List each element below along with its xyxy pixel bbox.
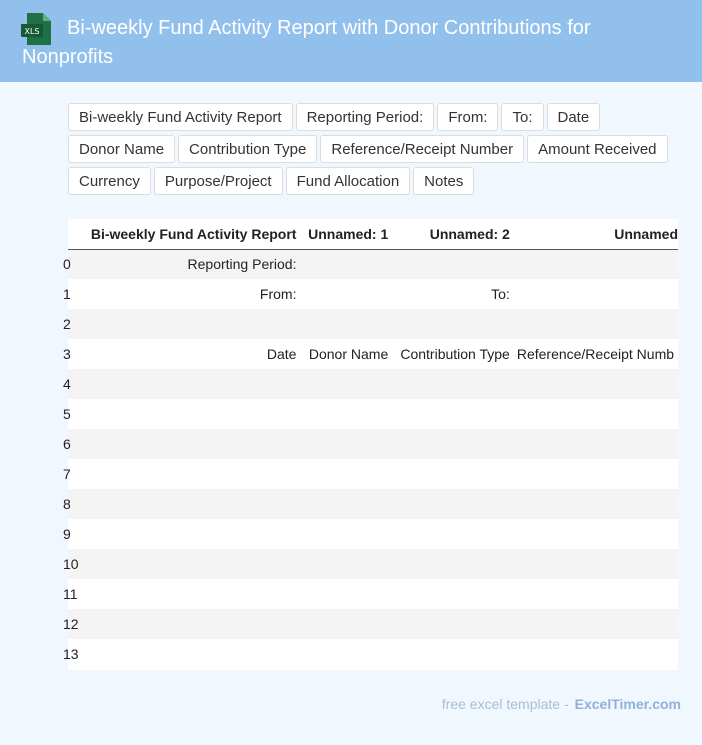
- table-cell: [510, 519, 678, 549]
- row-index: 3: [63, 346, 71, 362]
- table-cell: [510, 489, 678, 519]
- table-row: [68, 309, 678, 339]
- column-header: Bi-weekly Fund Activity Report: [80, 219, 297, 249]
- table-row: [68, 369, 678, 399]
- row-index: 0: [68, 249, 80, 279]
- table-cell: [510, 369, 678, 399]
- table-cell: [296, 519, 388, 549]
- table-cell: Donor Name: [308, 346, 389, 362]
- row-index: 10: [68, 549, 80, 579]
- table-row: [68, 339, 678, 369]
- table-row: [68, 489, 678, 519]
- table-cell: [80, 489, 297, 519]
- footer-brand-link[interactable]: ExcelTimer.com: [574, 696, 681, 712]
- page-header: [0, 0, 702, 82]
- table-cell: [296, 399, 388, 429]
- table-cell: [80, 519, 297, 549]
- table-header-row: [68, 219, 678, 249]
- row-index: 12: [68, 609, 80, 639]
- column-header: Unnamed: 1: [296, 219, 388, 249]
- table-row: [68, 249, 678, 279]
- table-row: [68, 399, 678, 429]
- page-title: Bi-weekly Fund Activity Report with Donor Contributions for Nonprofits: [22, 17, 591, 68]
- table-cell: [80, 549, 297, 579]
- table-cell: [80, 309, 297, 339]
- index-header: [68, 219, 80, 249]
- footer-text: free excel template -: [441, 696, 569, 712]
- table-cell: [296, 279, 388, 309]
- table-cell: [388, 249, 510, 279]
- table-cell: [510, 579, 678, 609]
- table-row: [68, 639, 678, 669]
- table-cell: [296, 429, 388, 459]
- column-tag: Reporting Period:: [296, 103, 435, 131]
- table-cell: [510, 279, 678, 309]
- row-index: 9: [63, 526, 71, 542]
- column-header: Unnamed: [510, 219, 678, 249]
- column-tag: Notes: [413, 167, 474, 195]
- row-index: 6: [68, 429, 80, 459]
- row-index: 7: [63, 466, 71, 482]
- row-index: 1: [63, 286, 71, 302]
- table-cell: [296, 459, 388, 489]
- table-cell: [510, 399, 678, 429]
- row-index: 11: [63, 586, 78, 602]
- column-tag: Bi-weekly Fund Activity Report: [68, 103, 293, 131]
- table-cell: [80, 369, 297, 399]
- column-tag: Contribution Type: [178, 135, 317, 163]
- table-cell: [80, 609, 297, 639]
- row-index: 2: [68, 309, 80, 339]
- column-tag: Amount Received: [527, 135, 667, 163]
- table-cell: [388, 309, 510, 339]
- table-cell: [388, 639, 510, 669]
- table-cell: [296, 609, 388, 639]
- column-header: Unnamed: 2: [388, 219, 510, 249]
- column-tag: To:: [501, 103, 543, 131]
- table-cell: [388, 429, 510, 459]
- table-cell: [388, 549, 510, 579]
- table-cell: Contribution Type: [400, 346, 510, 362]
- table-cell: From:: [259, 286, 297, 302]
- table-cell: [510, 309, 678, 339]
- table-cell: [388, 579, 510, 609]
- column-tag: Donor Name: [68, 135, 175, 163]
- table-cell: Date: [266, 346, 297, 362]
- table-row: [68, 279, 678, 309]
- xls-badge-text: XLS: [24, 27, 40, 36]
- table-cell: Reference/Receipt Numb: [516, 346, 675, 362]
- column-tag: Date: [547, 103, 601, 131]
- footer-credit: [442, 696, 681, 712]
- column-tag: Purpose/Project: [154, 167, 283, 195]
- table-row: [68, 549, 678, 579]
- column-tag: Currency: [68, 167, 151, 195]
- table-cell: [296, 579, 388, 609]
- row-index: 5: [63, 406, 71, 422]
- row-index: 13: [63, 646, 79, 662]
- column-tag: Fund Allocation: [286, 167, 411, 195]
- table-cell: [388, 609, 510, 639]
- table-cell: [80, 399, 297, 429]
- table-cell: [388, 489, 510, 519]
- table-cell: [80, 579, 297, 609]
- table-cell: [510, 639, 678, 669]
- table-row: [68, 429, 678, 459]
- table-cell: [80, 639, 297, 669]
- row-index: 8: [68, 489, 80, 519]
- table-cell: [80, 459, 297, 489]
- table-cell: [80, 429, 297, 459]
- table-cell: Reporting Period:: [80, 249, 297, 279]
- column-tag-list: [68, 103, 688, 199]
- column-tag: From:: [437, 103, 498, 131]
- table-cell: [296, 489, 388, 519]
- column-tag: Reference/Receipt Number: [320, 135, 524, 163]
- table-cell: [296, 639, 388, 669]
- table-cell: [510, 459, 678, 489]
- table-cell: To:: [491, 286, 510, 302]
- table-row: [68, 579, 678, 609]
- table-cell: [296, 369, 388, 399]
- table-row: [68, 459, 678, 489]
- table-cell: [296, 549, 388, 579]
- table-cell: [388, 459, 510, 489]
- table-cell: [388, 519, 510, 549]
- table-cell: [510, 549, 678, 579]
- table-cell: [388, 369, 510, 399]
- table-cell: [388, 399, 510, 429]
- table-row: [68, 609, 678, 639]
- table-cell: [510, 249, 678, 279]
- table-cell: [296, 249, 388, 279]
- table-row: [68, 519, 678, 549]
- row-index: 4: [68, 369, 80, 399]
- spreadsheet-preview: [63, 219, 678, 670]
- table-cell: [510, 609, 678, 639]
- table-cell: [296, 309, 388, 339]
- table-cell: [510, 429, 678, 459]
- data-table: [63, 219, 678, 669]
